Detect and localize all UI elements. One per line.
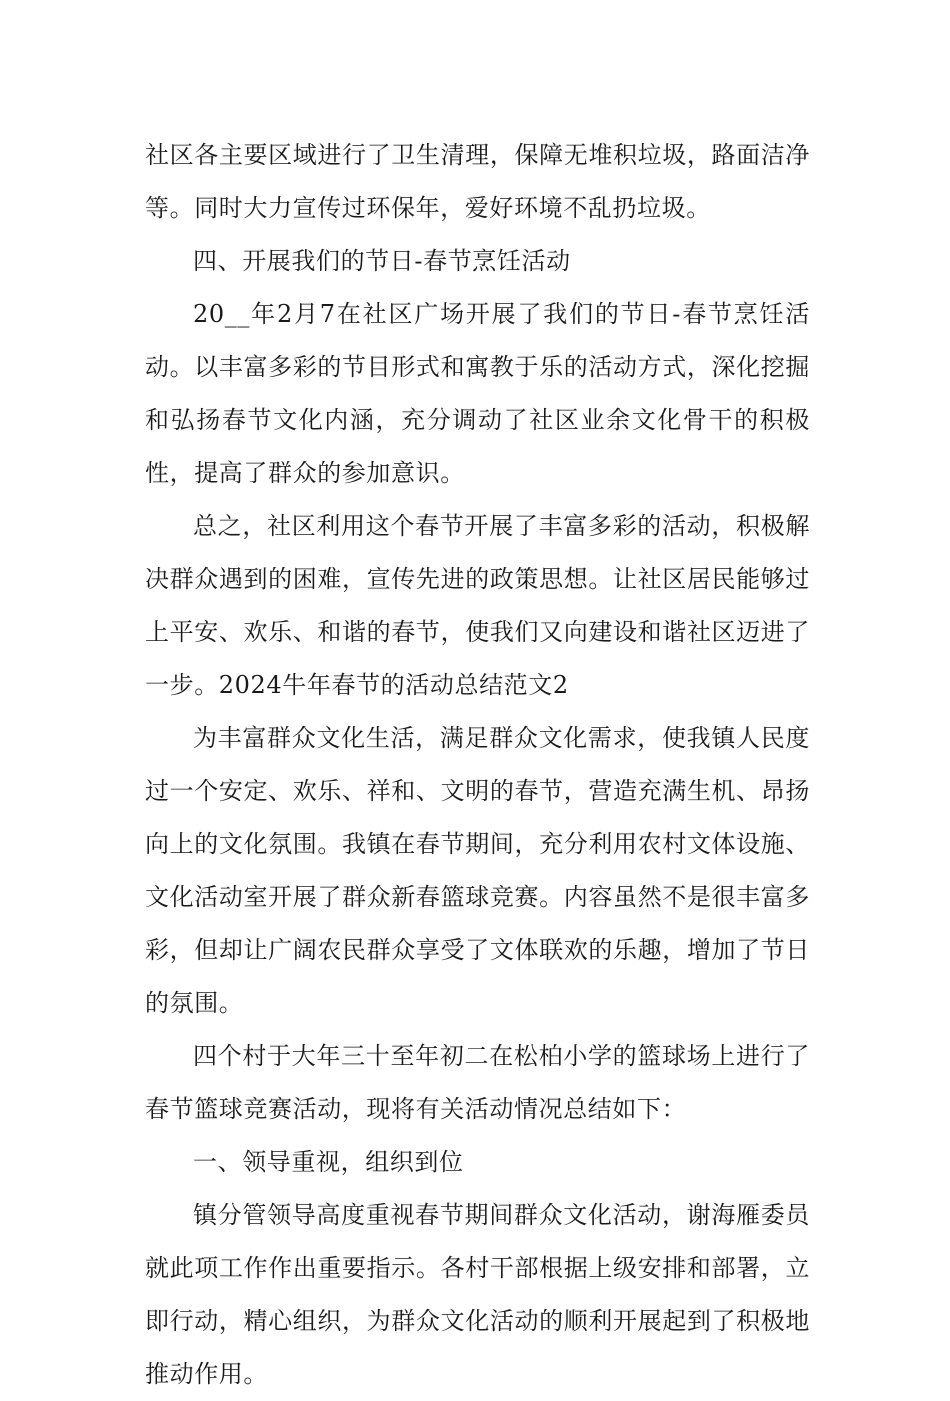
paragraph-basketball: 四个村于大年三十至年初二在松柏小学的篮球场上进行了春节篮球竞赛活动，现将有关活动情况总结如下：	[145, 1042, 810, 1123]
section-heading-1: 一、领导重视，组织到位	[193, 1148, 464, 1176]
paragraph-intro-2: 为丰富群众文化生活，满足群众文化需求，使我镇人民度过一个安定、欢乐、祥和、文明的春节，营造充满生机、昂扬向上的文化氛围。我镇在春节期间，充分利用农村文体设施、文化活动室开展了群众新春篮球竞赛。内容虽然不是很丰富多彩，但却让广阔农民群众享受了文体联欢的乐趣，增加了节日的氛围。	[145, 724, 810, 1017]
section-heading-4: 四、开展我们的节日-春节烹饪活动	[193, 247, 571, 275]
document-body	[145, 129, 810, 1401]
paragraph-cooking-activity: 20__年2月7在社区广场开展了我们的节日-春节烹饪活动。以丰富多彩的节目形式和寓教于乐的活动方式，深化挖掘和弘扬春节文化内涵，充分调动了社区业余文化骨干的积极性，提高了群众的参加意识。	[145, 300, 810, 487]
paragraph-continuation: 社区各主要区域进行了卫生清理，保障无堆积垃圾，路面洁净等。同时大力宣传过环保年，爱好环境不乱扔垃圾。	[145, 141, 810, 222]
paragraph-summary: 总之，社区利用这个春节开展了丰富多彩的活动，积极解决群众遇到的困难，宣传先进的政策思想。让社区居民能够过上平安、欢乐、和谐的春节，使我们又向建设和谐社区迈进了一步。2024牛年春节的活动总结范文2	[145, 512, 810, 699]
paragraph-leadership: 镇分管领导高度重视春节期间群众文化活动，谢海雁委员就此项工作作出重要指示。各村干部根据上级安排和部署，立即行动，精心组织，为群众文化活动的顺利开展起到了积极地推动作用。	[145, 1201, 810, 1388]
